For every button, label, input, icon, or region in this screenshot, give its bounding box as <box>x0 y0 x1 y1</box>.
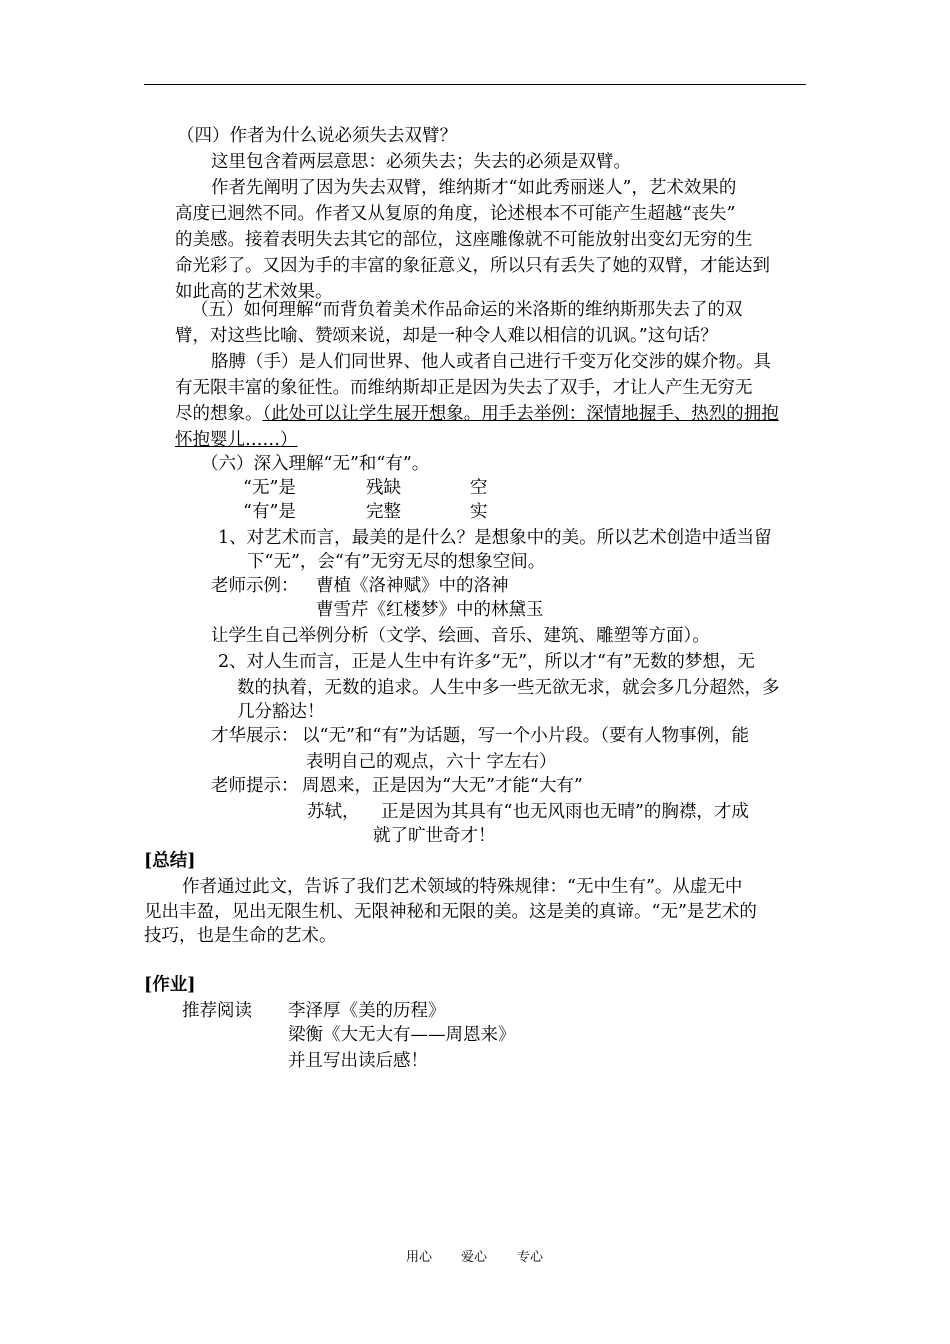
you-label: “有”是 <box>243 502 296 522</box>
wu-meaning: 空 <box>470 478 488 498</box>
wu-meaning: 残缺 <box>366 478 401 498</box>
point-1: 1、对艺术而言，最美的是什么？是想象中的美。所以艺术创造中适当留 <box>218 528 772 548</box>
you-meaning: 实 <box>470 502 488 522</box>
section-4-p1: 这里包含着两层意思：必须失去；失去的必须是双臂。 <box>211 152 631 172</box>
talent-task: 以“无”和“有”为话题，写一个小片段。（要有人物事例，能 <box>302 726 750 746</box>
section-4-title: （四）作者为什么说必须失去双臂？ <box>177 126 457 146</box>
summary-line: 见出丰盈，见出无限生机、无限神秘和无限的美。这是美的真谛。“无”是艺术的 <box>144 902 757 922</box>
summary-line: 技巧，也是生命的艺术。 <box>144 926 337 946</box>
reading-item: 梁衡《大无大有——周恩来》 <box>288 1025 516 1045</box>
section-4-p2-line: 高度已迥然不同。作者又从复原的角度，论述根本不可能产生超越“丧失” <box>175 204 736 224</box>
summary-line: 作者通过此文，告诉了我们艺术领域的特殊规律：“无中生有”。从虚无中 <box>182 877 743 897</box>
section-4-p2-line: 作者先阐明了因为失去双臂，维纳斯才“如此秀丽迷人”，艺术效果的 <box>211 178 737 198</box>
section-6-title: （六）深入理解“无”和“有”。 <box>201 454 430 474</box>
header-rule <box>144 84 806 85</box>
section-5-p1-line <box>175 403 779 425</box>
reading-item: 李泽厚《美的历程》 <box>288 1001 446 1021</box>
point-2: 几分豁达！ <box>237 702 325 722</box>
teacher-note: （此处可以让学生展开想象。用手去举例：深情地握手、热烈的拥抱 <box>262 404 779 424</box>
summary-heading: [总结] <box>144 851 196 871</box>
reading-item: 并且写出读后感！ <box>288 1051 428 1071</box>
hint-item: 就了旷世奇才！ <box>373 826 496 846</box>
section-5-p1-tail: 尽的想象。 <box>175 404 263 424</box>
section-5-p1-line: 有无限丰富的象征性。而维纳斯却正是因为失去了双手，才让人产生无穷无 <box>175 378 753 398</box>
section-5-title: （五）如何理解“而背负着美术作品命运的米洛斯的维纳斯那失去了的双 <box>191 300 743 320</box>
footer-motto: 爱心 <box>461 1250 488 1265</box>
you-meaning: 完整 <box>366 502 401 522</box>
hint-label: 老师提示： <box>211 776 299 796</box>
wu-label: “无”是 <box>243 478 296 498</box>
example-item: 曹植《洛神赋》中的洛神 <box>316 576 509 596</box>
homework-label: 推荐阅读 <box>182 1001 252 1021</box>
hint-item: 正是因为其具有“也无风雨也无晴”的胸襟，才成 <box>381 802 749 822</box>
footer-motto: 专心 <box>517 1250 544 1265</box>
example-item: 曹雪芹《红楼梦》中的林黛玉 <box>316 600 544 620</box>
footer-motto: 用心 <box>406 1250 433 1265</box>
section-4-p2-line: 命光彩了。又因为手的丰富的象征意义，所以只有丢失了她的双臂，才能达到 <box>175 256 770 276</box>
section-4-p2-line: 的美感。接着表明失去其它的部位，这座雕像就不可能放射出变幻无穷的生 <box>175 230 753 250</box>
homework-heading: [作业] <box>144 975 196 995</box>
section-5-title: 臂，对这些比喻、赞颂来说，却是一种令人难以相信的讥讽。”这句话？ <box>175 326 718 346</box>
hint-item: 周恩来，正是因为“大无”才能“大有” <box>302 776 583 796</box>
talent-label: 才华展示： <box>211 726 299 746</box>
student-task: 让学生自己举例分析（文学、绘画、音乐、建筑、雕塑等方面）。 <box>211 626 710 646</box>
section-5-p1-line: 胳膊（手）是人们同世界、他人或者自己进行千变万化交涉的媒介物。具 <box>211 352 771 372</box>
point-2: 2、对人生而言，正是人生中有许多“无”，所以才“有”无数的梦想，无 <box>218 652 755 672</box>
section-4-p2-line: 如此高的艺术效果。 <box>175 282 333 302</box>
example-label: 老师示例： <box>211 576 299 596</box>
hint-name: 苏轼， <box>307 802 360 822</box>
point-2: 数的执着，无数的追求。人生中多一些无欲无求，就会多几分超然，多 <box>237 678 780 698</box>
talent-task: 表明自己的观点，六十 字左右） <box>306 752 557 772</box>
teacher-note: 怀抱婴儿……） <box>175 430 298 450</box>
point-1: 下“无”，会“有”无穷无尽的想象空间。 <box>247 552 546 572</box>
